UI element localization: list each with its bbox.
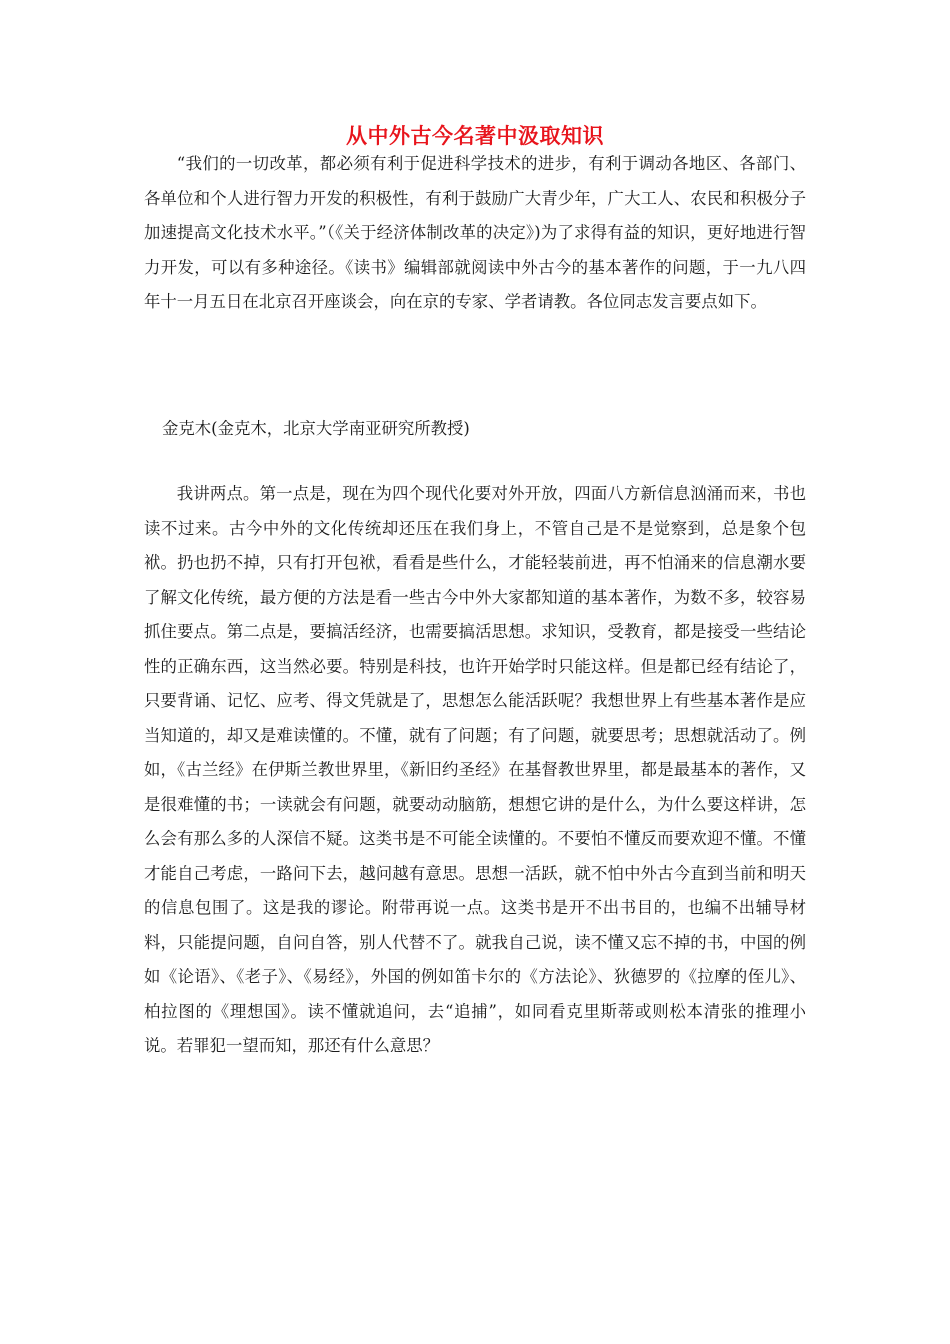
speech-paragraph: 我讲两点。第一点是，现在为四个现代化要对外开放，四面八方新信息汹涌而来，书也读不过来。古今中外的文化传统却还压在我们身上，不管自己是不是觉察到，总是象个包袱。扔也扔不掉，只有打开包袱，看看是些什么，才能轻装前进，再不怕涌来的信息潮水要了解文化传统，最方便的方法是看一些古今中外大家都知道的基本著作，为数不多，较容易抓住要点。第二点是，要搞活经济，也需要搞活思想。求知识，受教育，都是接受一些结论性的正确东西，这当然必要。特别是科技，也许开始学时只能这样。但是都已经有结论了，只要背诵、记忆、应考、得文凭就是了，思想怎么能活跃呢？我想世界上有些基本著作是应当知道的，却又是难读懂的。不懂，就有了问题；有了问题，就要思考；思想就活动了。例如，《古兰经》在伊斯兰教世界里，《新旧约圣经》在基督教世界里，都是最基本的著作，又是很难懂的书；一读就会有问题，就要动动脑筋，想想它讲的是什么，为什么要这样讲，怎么会有那么多的人深信不疑。这类书是不可能全读懂的。不要怕不懂反而要欢迎不懂。不懂才能自己考虑，一路问下去，越问越有意思。思想一活跃，就不怕中外古今直到当前和明天的信息包围了。这是我的谬论。附带再说一点。这类书是开不出书目的，也编不出辅导材料，只能提问题，自问自答，别人代替不了。就我自己说，读不懂又忘不掉的书，中国的例如《论语》、《老子》、《易经》，外国的例如笛卡尔的《方法论》、狄德罗的《拉摩的侄儿》、柏拉图的《理想国》。读不懂就追问，去“追捕”，如同看克里斯蒂或则松本清张的推理小说。若罪犯一望而知，那还有什么意思？	[144, 484, 806, 1055]
document-title: 从中外古今名著中汲取知识	[346, 123, 604, 148]
intro-paragraph: “我们的一切改革，都必须有利于促进科学技术的进步，有利于调动各地区、各部门、各单位和个人进行智力开发的积极性，有利于鼓励广大青少年，广大工人、农民和积极分子加速提高文化技术水平。”（《关于经济体制改革的决定》)为了求得有益的知识，更好地进行智力开发，可以有多种途径。《读书》编辑部就阅读中外古今的基本著作的问题，于一九八四年十一月五日在北京召开座谈会，向在京的专家、学者请教。各位同志发言要点如下。	[144, 154, 806, 311]
speaker-line: 金克木(金克木，北京大学南亚研究所教授)	[162, 419, 470, 438]
